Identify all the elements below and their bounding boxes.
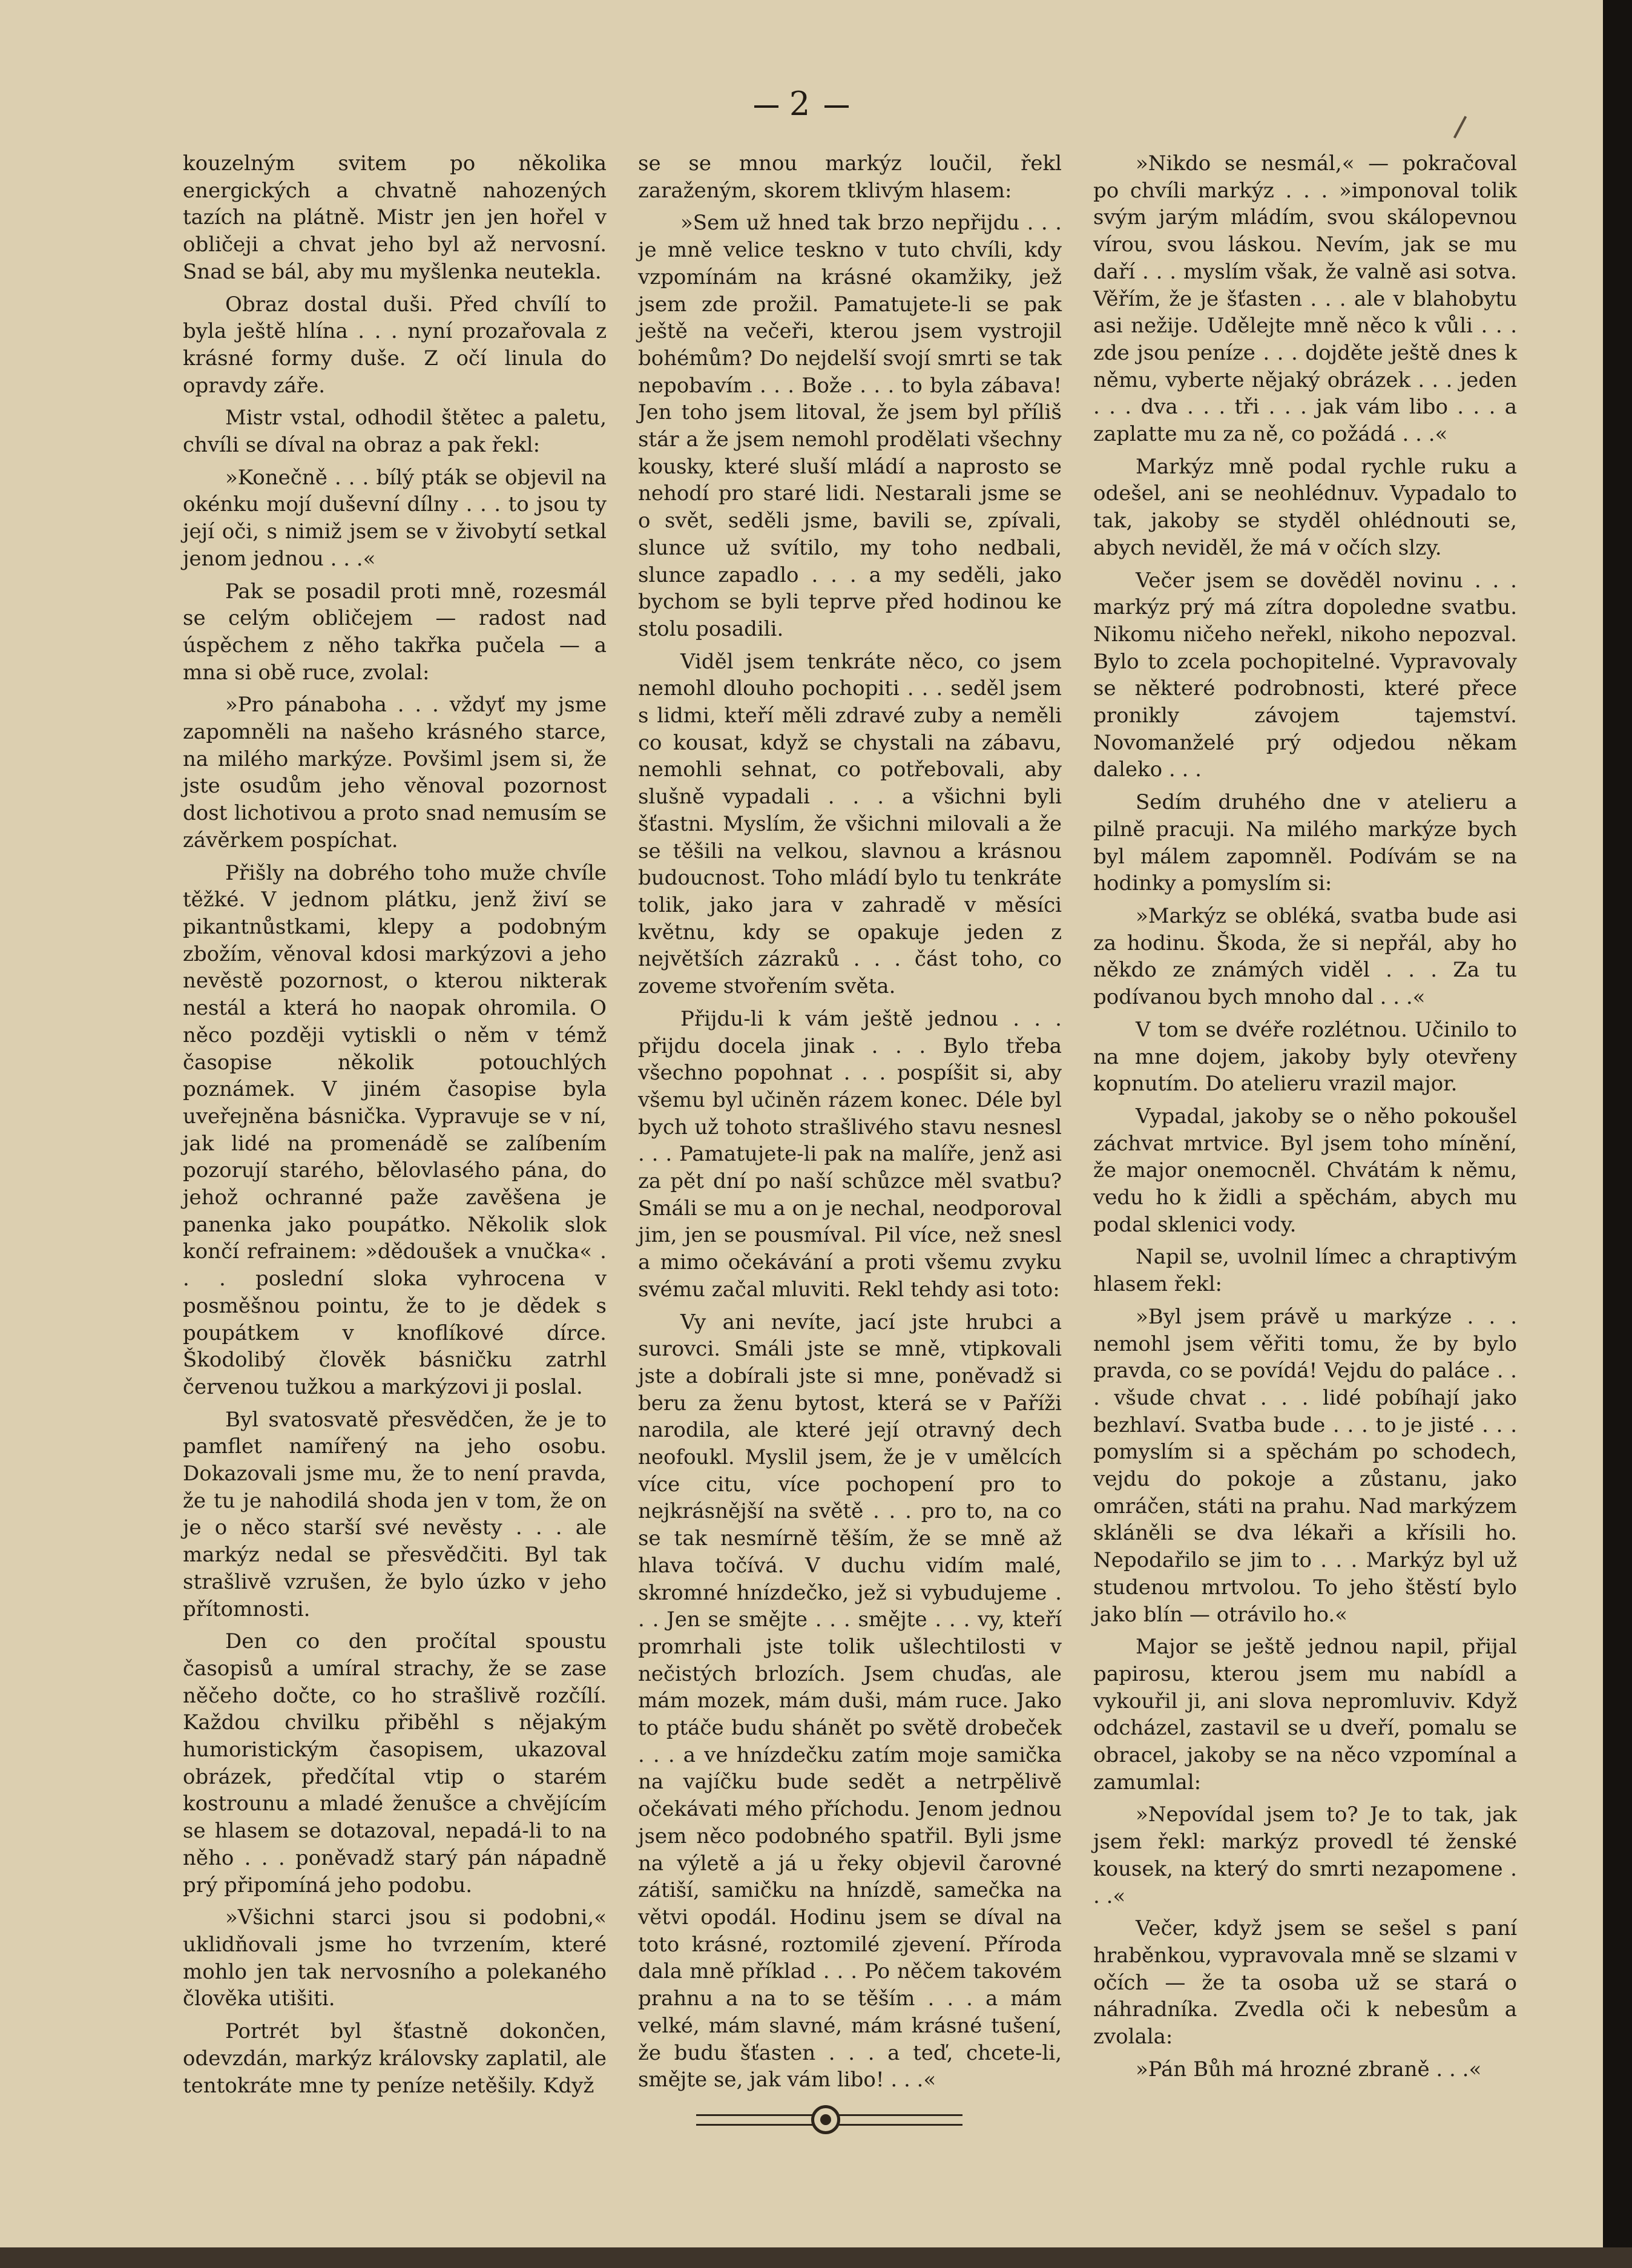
paragraph: Večer jsem se dověděl novinu . . . markýz prý má zítra dopoledne svatbu. Nikomu ničeho neřekl, nikoho nepozval. Bylo to zcela pochopitelné. Vypravovaly se některé podrobnosti, které přece pronikly závojem tajemství. Novomanželé prý odjedou někam daleko . . .	[1093, 568, 1517, 782]
paragraph: Napil se, uvolnil límec a chraptivým hlasem řekl:	[1093, 1245, 1517, 1297]
paragraph: »Konečně . . . bílý pták se objevil na okénku mojí duševní dílny . . . to jsou ty její oči, s nimiž jsem se v živobytí setkal jenom jednou . . .«	[183, 465, 607, 571]
scan-edge-right	[1603, 0, 1632, 2268]
paragraph: »Sem už hned tak brzo nepřijdu . . . je mně velice teskno v tuto chvíli, kdy vzpomínám na krásné okamžiky, jež jsem zde prožil. Pamatujete-li se pak ještě na večeři, kterou jsem vystrojil bohémům? Do nejdelší svojí smrti se tak nepobavím . . . Bože . . . to byla zábava! Jen toho jsem litoval, že jsem byl příliš stár a že jsem nemohl prodělati všechny kousky, které sluší mládí a naprosto se nehodí pro staré lidi. Nestarali jsme se o svět, seděli jsme, bavili se, zpívali, slunce už svítilo, my toho nedbali, slunce zapadlo . . . a my seděli, jako bychom se byli teprve před hodinou ke stolu posadili.	[638, 211, 1062, 641]
paragraph: Mistr vstal, odhodil štětec a paletu, chvíli se díval na obraz a pak řekl:	[183, 406, 607, 458]
scan-edge-bottom	[0, 2247, 1632, 2268]
paragraph: »Všichni starci jsou si podobni,« uklidňovali jsme ho tvrzením, které mohlo jen tak nervosního a polekaného člověka utišiti.	[183, 1905, 607, 2011]
text-column-2	[638, 150, 1062, 2099]
paragraph: Byl svatosvatě přesvědčen, že je to pamflet namířený na jeho osobu. Dokazovali jsme mu, že to není pravda, že tu je nahodilá shoda jen v tom, že on je o něco starší své nevěsty . . . ale markýz nedal se přesvědčiti. Byl tak strašlivě vzrušen, že bylo úzko v jeho přítomnosti.	[183, 1407, 607, 1621]
paragraph: Pak se posadil proti mně, rozesmál se celým obličejem — radost nad úspěchem z něho takřka pučela — a mna si obě ruce, zvolal:	[183, 579, 607, 685]
paragraph: »Markýz se obléká, svatba bude asi za hodinu. Škoda, že si nepřál, aby ho někdo ze známých viděl . . . Za tu podívanou bych mnoho dal . . .«	[1093, 903, 1517, 1010]
ornament-center-dot	[820, 2114, 831, 2125]
paragraph: »Nikdo se nesmál,« — pokračoval po chvíli markýz . . . »imponoval tolik svým jarým mládím, svou skálopevnou vírou, svou láskou. Nevím, jak se mu daří . . . myslím však, že valně asi sotva. Věřím, že je šťasten . . . ale v blahobytu asi nežije. Udělejte mně něco k vůli . . . zde jsou peníze . . . dojděte ještě dnes k němu, vyberte nějaký obrázek . . . jeden . . . dva . . . tři . . . jak vám libo . . . a zaplatte mu za ně, co požádá . . .«	[1093, 151, 1517, 447]
text-column-1	[183, 150, 607, 2105]
paragraph: Markýz mně podal rychle ruku a odešel, ani se neohlédnuv. Vypadalo to tak, jakoby se styděl ohlédnouti se, abych neviděl, že má v očích slzy.	[1093, 454, 1517, 560]
paragraph: »Byl jsem právě u markýze . . . nemohl jsem věřiti tomu, že by bylo pravda, co se povídá! Vejdu do paláce . . . všude chvat . . . lidé pobíhají jako bezhlaví. Svatba bude . . . to je jisté . . . pomyslím si a spěchám po schodech, vejdu do pokoje a zůstanu, jako omráčen, státi na prahu. Nad markýzem skláněli se dva lékaři a křísili ho. Nepodařilo se jim to . . . Markýz byl už studenou mrtvolou. To jeho štěstí bylo jako blín — otrávilo ho.«	[1093, 1304, 1517, 1627]
paragraph: Den co den pročítal spoustu časopisů a umíral strachy, že se zase něčeho dočte, co ho strašlivě rozčílí. Každou chvilku přiběhl s nějakým humoristickým časopisem, ukazoval obrázek, předčítal vtip o starém kostrounu a mladé ženušce a chvějícím se hlasem se dotazoval, nepadá-li to na něho . . . poněvadž starý pán nápadně prý připomíná jeho podobu.	[183, 1629, 607, 1897]
paragraph: Vypadal, jakoby se o něho pokoušel záchvat mrtvice. Byl jsem toho mínění, že major onemocněl. Chvátám k němu, vedu ho k židli a spěchám, abych mu podal sklenici vody.	[1093, 1104, 1517, 1237]
paragraph: Večer, když jsem se sešel s paní hraběnkou, vypravovala mně se slzami v očích — že ta osoba už se stará o náhradníka. Zvedla oči k nebesům a zvolala:	[1093, 1916, 1517, 2049]
paragraph: V tom se dvéře rozlétnou. Učinilo to na mne dojem, jakoby byly otevřeny kopnutím. Do atelieru vrazil major.	[1093, 1017, 1517, 1096]
text-column-3	[1093, 150, 1517, 2089]
paragraph: Přijdu-li k vám ještě jednou . . . přijdu docela jinak . . . Bylo třeba všechno popohnat . . . pospíšit si, aby všemu byl učiněn rázem konec. Déle byl bych už tohoto strašlivého stavu nesnesl . . . Pamatujete-li pak na malíře, jenž asi za pět dní po naší schůzce měl svatbu? Smáli se mu a on je nechal, neodporoval jim, jen se pousmíval. Pil více, než snesl a mimo očekávání a proti všemu zvyku svému začal mluviti. Rekl tehdy asi toto:	[638, 1006, 1062, 1302]
paragraph: »Nepovídal jsem to? Je to tak, jak jsem řekl: markýz provedl té ženské kousek, na který do smrti nezapomene . . .«	[1093, 1802, 1517, 1908]
paragraph: kouzelným svitem po několika energických a chvatně nahozených tazích na plátně. Mistr jen jen hořel v obličeji a chvat jeho byl až nervosní. Snad se bál, aby mu myšlenka neutekla.	[183, 151, 607, 284]
paragraph: Přišly na dobrého toho muže chvíle těžké. V jednom plátku, jenž živí se pikantnůstkami, klepy a podobným zbožím, věnoval kdosi markýzovi a jeho nevěstě pozornost, o kterou nikterak nestál a která ho naopak ohromila. O něco později vytiskli o něm v témž časopise několik potouchlých poznámek. V jiném časopise byla uveřejněna básnička. Vypravuje se v ní, jak lidé na promenádě se zalíbením pozorují starého, bělovlasého pána, do jehož ochranné paže zavěšena je panenka jako poupátko. Několik slok končí refrainem: »dědoušek a vnučka« . . . poslední sloka vyhrocena v posměšnou pointu, že to je dědek s poupátkem v knoflíkové dírce. Škodolibý člověk básničku zatrhl červenou tužkou a markýzovi ji poslal.	[183, 860, 607, 1399]
paragraph: »Pro pánaboha . . . vždyť my jsme zapomněli na našeho krásného starce, na milého markýze. Povšiml jsem si, že jste osudům jeho věnoval pozornost dost lichotivou a proto snad nemusím se závěrkem pospíchat.	[183, 693, 607, 852]
paragraph: Viděl jsem tenkráte něco, co jsem nemohl dlouho pochopiti . . . seděl jsem s lidmi, kteří měli zdravé zuby a neměli co kousat, když se chystali na zábavu, nemohli sehnat, co potřebovali, aby slušně vypadali . . . a všichni byli šťastni. Myslím, že všichni milovali a že se těšili na velkou, slavnou a krásnou budoucnost. Toho mládí bylo tu tenkráte tolik, jako jara v zahradě v měsíci květnu, kdy se opakuje jeden z největších zázraků . . . část toho, co zoveme stvořením světa.	[638, 649, 1062, 999]
paragraph: Vy ani nevíte, jací jste hrubci a surovci. Smáli jste se mně, vtipkovali jste a dobírali jste si mne, poněvadž si beru za ženu bytost, která se v Paříži narodila, ale které její otravný dech neofoukl. Myslil jsem, že je v umělcích více citu, více pochopení pro to nejkrásnější na světě . . . pro to, na co se tak nesmírně těším, že se mně až hlava točívá. V duchu vidím malé, skromné hnízdečko, jež si vybudujeme . . . Jen se smějte . . . smějte . . . vy, kteří promrhali jste tolik ušlechtilosti v nečistých brlozích. Jsem chuďas, ale mám mozek, mám duši, mám ruce. Jako to ptáče budu shánět po světě drobeček . . . a ve hnízdečku zatím moje samička na vajíčku bude sedět a netrpělivě očekávati mého příchodu. Jenom jednou jsem něco podobného spatřil. Byli jsme na výletě a já u řeky objevil čarovné zátiší, samičku na hnízdě, samečka na větvi opodál. Hodinu jsem se díval na toto krásné, roztomilé zjevení. Příroda dala mně příklad . . . Po něčem takovém prahnu a na to se těším . . . a mám velké, mám slavné, mám krásné tušení, že budu šťasten . . . a teď, chcete-li, smějte se, jak vám libo! . . .«	[638, 1310, 1062, 2092]
page-number: 2	[0, 85, 1603, 123]
paragraph: Portrét byl šťastně dokončen, odevzdán, markýz královsky zaplatil, ale tentokráte mne ty peníze netěšily. Když	[183, 2019, 607, 2098]
paragraph: Obraz dostal duši. Před chvílí to byla ještě hlína . . . nyní prozařovala z krásné formy duše. Z očí linula do opravdy záře.	[183, 292, 607, 398]
end-ornament	[696, 2101, 962, 2137]
paragraph: Major se ještě jednou napil, přijal papirosu, kterou jsem mu nabídl a vykouřil ji, ani slova nepromluviv. Když odcházel, zastavil se u dveří, pomalu se obracel, jakoby se na něco vzpomínal a zamumlal:	[1093, 1635, 1517, 1795]
paragraph: Sedím druhého dne v atelieru a pilně pracuji. Na milého markýze bych byl málem zapomněl. Podívám se na hodinky a pomyslím si:	[1093, 790, 1517, 896]
paragraph: se se mnou markýz loučil, řekl zaraženým, skorem tklivým hlasem:	[638, 151, 1062, 203]
paragraph: »Pán Bůh má hrozné zbraně . . .«	[1136, 2057, 1482, 2082]
